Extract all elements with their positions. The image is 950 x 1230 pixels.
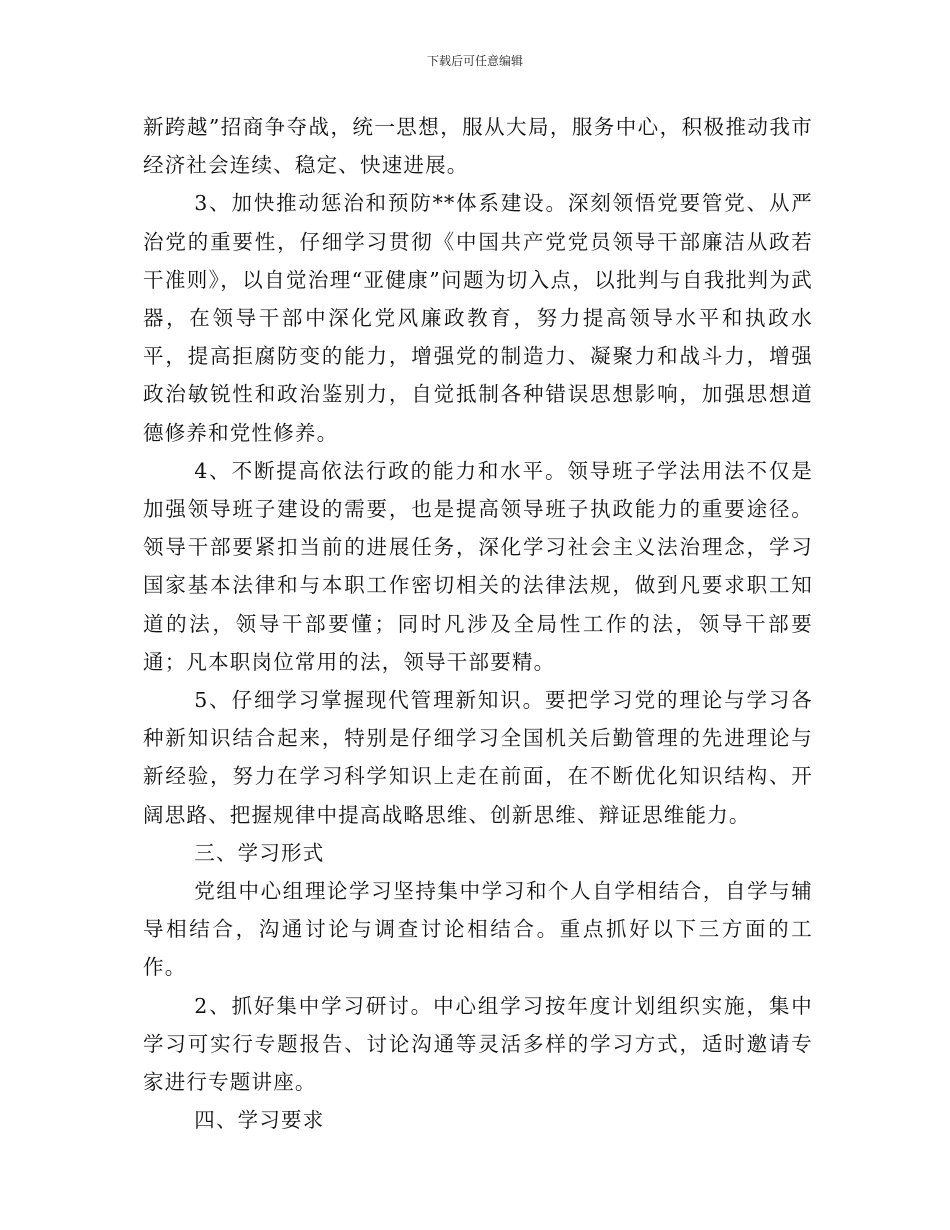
page-header: 下载后可任意编辑 <box>426 54 523 68</box>
document-body <box>143 108 813 1139</box>
paragraph-item-4: 4、不断提高依法行政的能力和水平。领导班子学法用法不仅是加强领导班子建设的需要，也是提高领导班子执政能力的重要途径。领导干部要紧扣当前的进展任务，深化学习社会主义法治理念，学习国家基本法律和与本职工作密切相关的法律法规，做到凡要求职工知道的法，领导干部要懂；同时凡涉及全局性工作的法，领导干部要通；凡本职岗位常用的法，领导干部要精。 <box>143 458 813 674</box>
paragraph-item-5: 5、仔细学习掌握现代管理新知识。要把学习党的理论与学习各种新知识结合起来，特别是仔细学习全国机关后勤管理的先进理论与新经验，努力在学习科学知识上走在前面，在不断优化知识结构、开阔思路、把握规律中提高战略思维、创新思维、辩证思维能力。 <box>143 688 813 827</box>
paragraph-learning-form: 党组中心组理论学习坚持集中学习和个人自学相结合，自学与辅导相结合，沟通讨论与调查讨论相结合。重点抓好以下三方面的工作。 <box>143 879 813 980</box>
paragraph-item-2: 2、抓好集中学习研讨。中心组学习按年度计划组织实施，集中学习可实行专题报告、讨论沟通等灵活多样的学习方式，适时邀请专家进行专题讲座。 <box>143 993 813 1095</box>
section-heading-learning-requirements: 四、学习要求 <box>194 1108 325 1133</box>
paragraph-continuation: 新跨越”招商争夺战，统一思想，服从大局，服务中心，积极推动我市经济社会连续、稳定、快速进展。 <box>143 115 813 178</box>
section-heading-learning-form: 三、学习形式 <box>194 840 325 865</box>
paragraph-item-3: 3、加快推动惩治和预防**体系建设。深刻领悟党要管党、从严治党的重要性，仔细学习贯彻《中国共产党党员领导干部廉洁从政若干准则》，以自觉治理“亚健康”问题为切入点，以批判与自我批判为武器，在领导干部中深化党风廉政教育，努力提高领导水平和执政水平，提高拒腐防变的能力，增强党的制造力、凝聚力和战斗力，增强政治敏锐性和政治鉴别力，自觉抵制各种错误思想影响，加强思想道德修养和党性修养。 <box>143 191 813 445</box>
